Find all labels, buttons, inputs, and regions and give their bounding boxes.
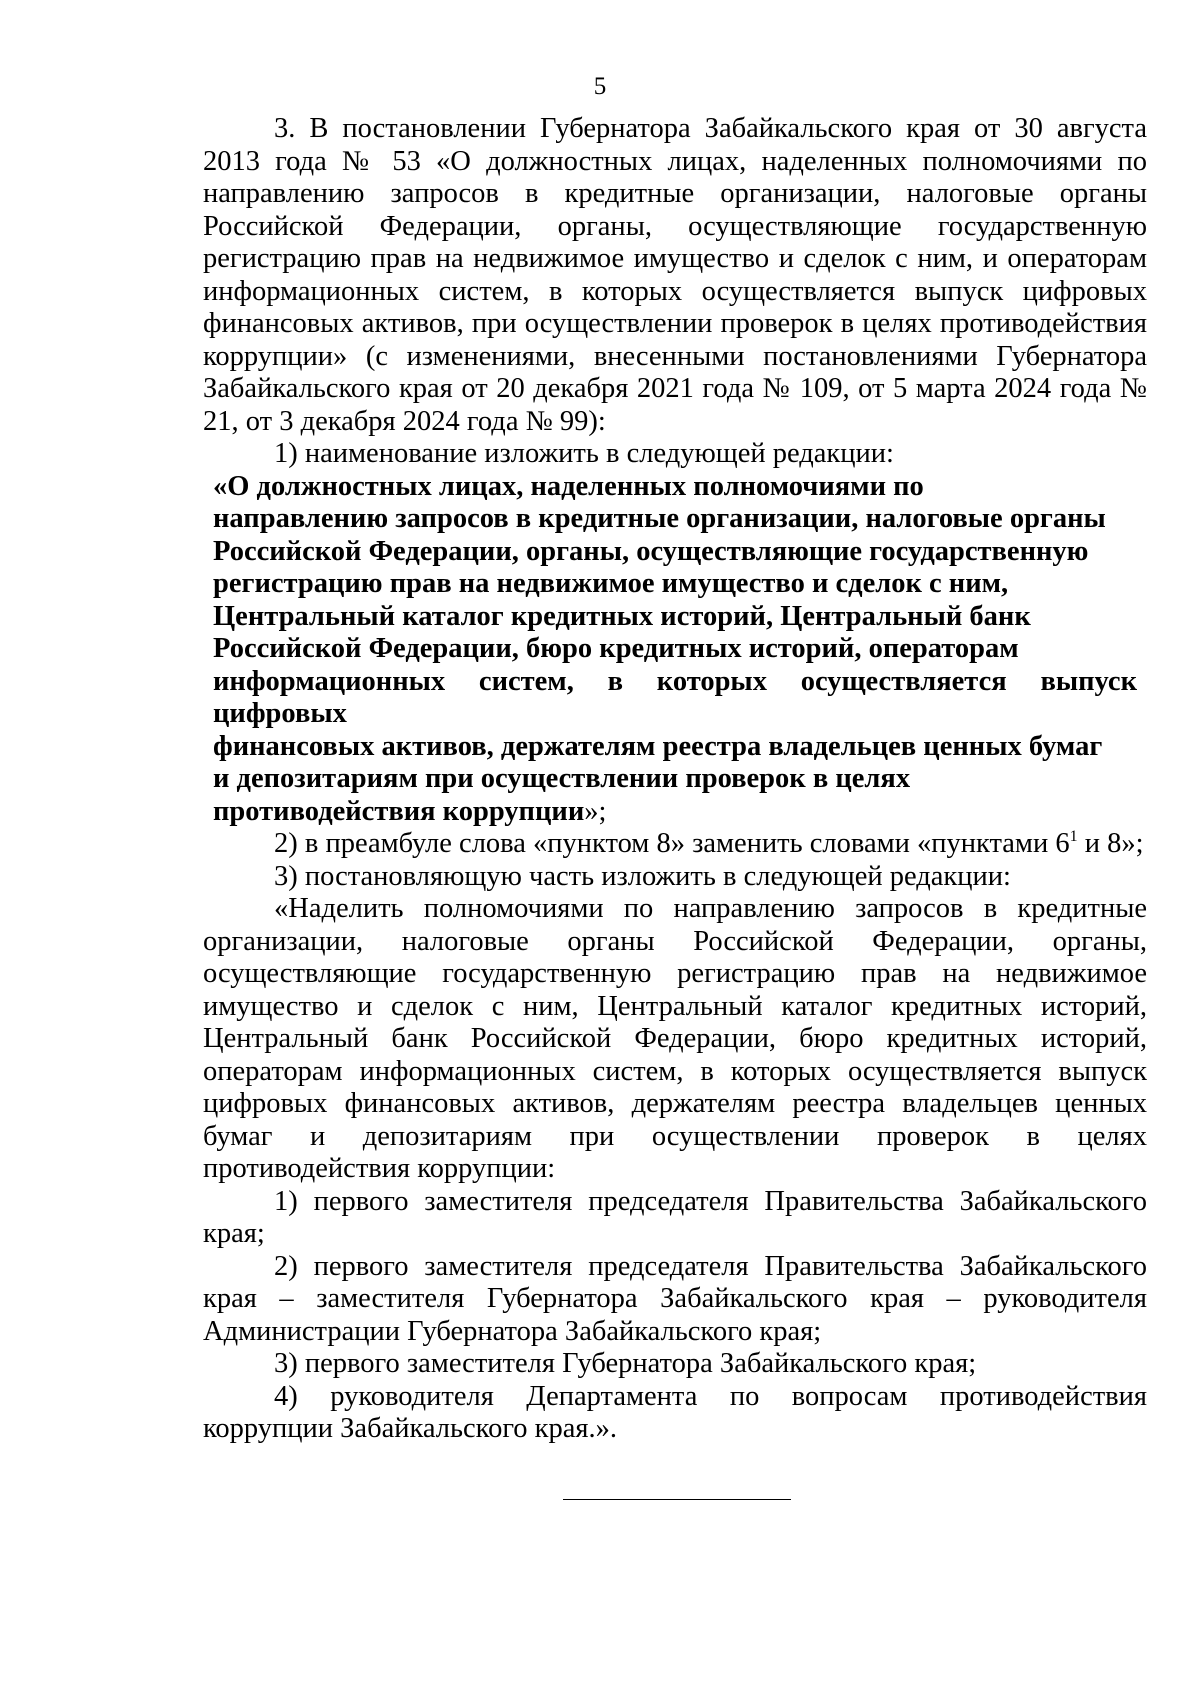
document-body bbox=[203, 113, 1147, 1446]
item-3-paragraph: 3) постановляющую часть изложить в следующей редакции: bbox=[274, 860, 1011, 892]
item-1-paragraph: 1) наименование изложить в следующей редакции: bbox=[274, 438, 894, 469]
official-list-item: 3) первого заместителя Губернатора Забайкальского края; bbox=[274, 1348, 977, 1379]
amendment-intro-paragraph: 3. В постановлении Губернатора Забайкальского края от 30 августа 2013 года № 53 «О должностных лицах, наделенных полномочиями по направлению запросов в кредитные организации, налоговые органы Российской Федерации, органы, осуществляющие государственную регистрацию прав на недвижимое имущество и сделок с ним, и операторам информационных систем, в которых осуществляется выпуск цифровых финансовых активов, при осуществлении проверок в целях противодействия коррупции» (с изменениями, внесенными постановлениями Губернатора Забайкальского края от 20 декабря 2021 года № 109, от 5 марта 2024 года № 21, от 3 декабря 2024 года № 99): bbox=[203, 113, 1147, 437]
official-list-item: 2) первого заместителя председателя Правительства Забайкальского края – заместителя Губернатора Забайкальского края – руководителя Администрации Губернатора Забайкальского края; bbox=[203, 1250, 1147, 1347]
official-list-item: 4) руководителя Департамента по вопросам противодействия коррупции Забайкальского края.». bbox=[203, 1380, 1147, 1444]
new-title-line: Центральный каталог кредитных историй, Центральный банк bbox=[213, 600, 1031, 632]
new-title-block bbox=[203, 471, 1147, 829]
page-number: 5 bbox=[593, 73, 607, 100]
new-title-line: финансовых активов, держателям реестра владельцев ценных бумаг bbox=[213, 730, 1103, 762]
item-2-text: 2) в преамбуле слова «пунктом 8» заменить словами «пунктами 6 bbox=[274, 828, 1070, 859]
item-2-text-end: и 8»; bbox=[1077, 828, 1144, 859]
new-title-line: Российской Федерации, бюро кредитных историй, операторам bbox=[213, 633, 1019, 664]
new-title-line: направлению запросов в кредитные организации, налоговые органы bbox=[213, 503, 1106, 534]
end-of-text-rule bbox=[563, 1499, 791, 1500]
item-2-paragraph bbox=[203, 828, 1147, 861]
new-title-line: противодействия коррупции bbox=[213, 795, 585, 827]
new-title-line: Российской Федерации, органы, осуществляющие государственную bbox=[213, 535, 1089, 567]
official-list-item: 1) первого заместителя председателя Правительства Забайкальского края; bbox=[203, 1185, 1147, 1249]
new-title-line: регистрацию прав на недвижимое имущество и сделок с ним, bbox=[213, 568, 1009, 599]
new-title-line: информационных систем, в которых осуществляется выпуск цифровых bbox=[213, 665, 1137, 729]
new-title-closing-quote: »; bbox=[584, 795, 607, 827]
operative-part-paragraph: «Наделить полномочиями по направлению запросов в кредитные организации, налоговые органы Российской Федерации, органы, осуществляющие государственную регистрацию прав на недвижимое имущество и сделок с ним, Центральный каталог кредитных историй, Центральный банк Российской Федерации, бюро кредитных историй, операторам информационных систем, в которых осуществляется выпуск цифровых финансовых активов, держателям реестра владельцев ценных бумаг и депозитариям при осуществлении проверок в целях противодействия коррупции: bbox=[203, 893, 1147, 1184]
new-title-line: «О должностных лицах, наделенных полномочиями по bbox=[213, 470, 924, 502]
new-title-line: и депозитариям при осуществлении проверок в целях bbox=[213, 763, 911, 794]
item-2-superscript: 1 bbox=[1069, 828, 1078, 845]
new-title-last-line bbox=[203, 796, 1147, 829]
